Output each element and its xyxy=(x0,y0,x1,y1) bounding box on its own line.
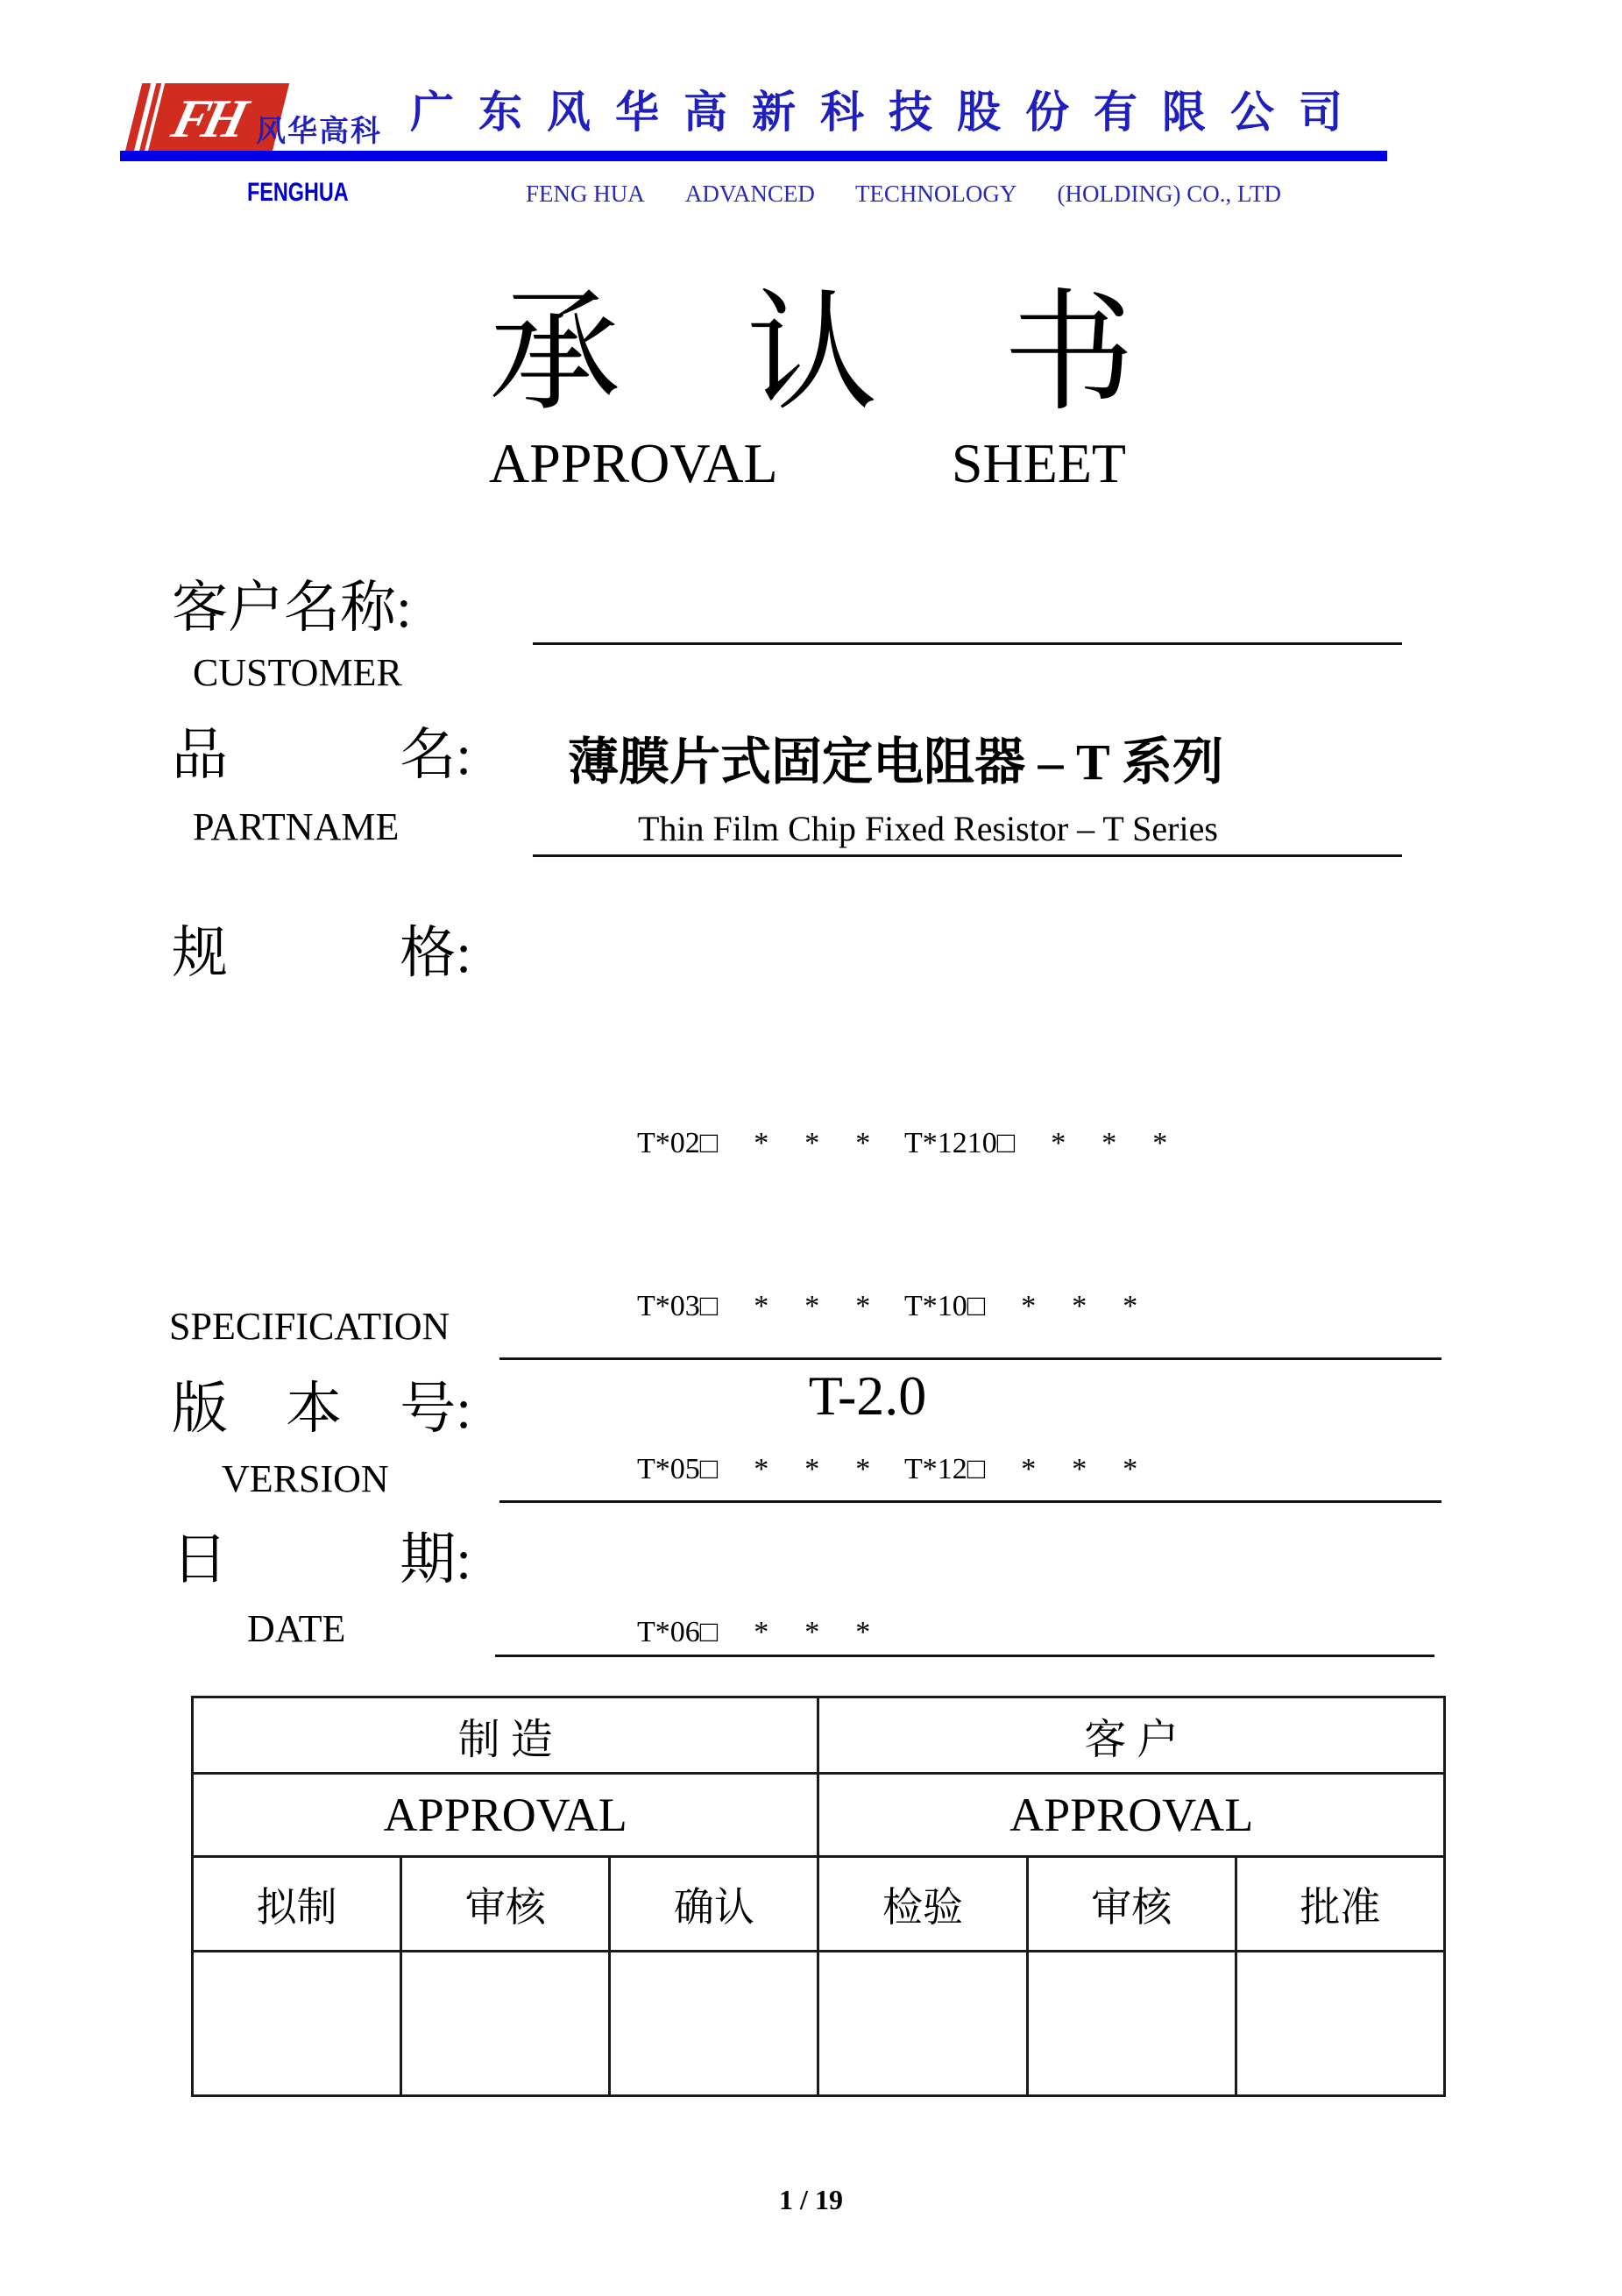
table-approval-customer: APPROVAL xyxy=(818,1774,1445,1857)
table-col-review2: 审核 xyxy=(1027,1857,1236,1952)
spec-item: T*03□ * * * xyxy=(637,1290,871,1322)
spec-item: T*05□ * * * xyxy=(637,1453,871,1485)
title-word: APPROVAL xyxy=(489,432,778,494)
customer-label-cn: 客户名称: xyxy=(172,577,412,639)
title-word: SHEET xyxy=(951,432,1126,494)
partname-label-char: 品 xyxy=(172,724,228,786)
table-header-manufacturer: 制 造 xyxy=(193,1697,818,1774)
date-underline xyxy=(495,1655,1434,1657)
date-label-cn xyxy=(172,1514,471,1595)
spec-underline xyxy=(499,1357,1441,1360)
company-en-part: (HOLDING) CO., LTD xyxy=(1057,181,1281,207)
version-label-char: 号: xyxy=(400,1378,471,1440)
version-label-cn xyxy=(172,1364,471,1444)
table-col-inspect: 检验 xyxy=(818,1857,1027,1952)
partname-value-cn: 薄膜片式固定电阻器 – T 系列 xyxy=(568,733,1224,790)
table-col-draft: 拟制 xyxy=(193,1857,401,1952)
signature-cell xyxy=(1236,1952,1444,2096)
version-label-en: VERSION xyxy=(222,1457,389,1500)
logo-monogram: FH xyxy=(166,89,248,149)
signature-cell xyxy=(610,1952,818,2096)
title-char: 承 xyxy=(489,281,621,427)
title-char: 书 xyxy=(1002,281,1135,427)
company-name-english xyxy=(526,181,1281,208)
table-approval-manufacturer: APPROVAL xyxy=(193,1774,818,1857)
partname-value-en: Thin Film Chip Fixed Resistor – T Series xyxy=(638,809,1218,848)
version-label-char: 版 xyxy=(172,1378,228,1440)
spec-label-cn xyxy=(172,908,471,989)
header-divider xyxy=(120,151,1387,161)
table-col-review: 审核 xyxy=(401,1857,610,1952)
signature-cell xyxy=(401,1952,610,2096)
date-label-char: 日 xyxy=(172,1528,228,1591)
page-number: 1 / 19 xyxy=(779,2184,843,2215)
partname-label-cn xyxy=(172,710,471,790)
spec-label-char: 格: xyxy=(400,922,471,984)
version-label-char: 本 xyxy=(286,1378,343,1440)
partname-label-en: PARTNAME xyxy=(193,805,400,848)
spec-item: T*06□ * * * xyxy=(637,1616,871,1648)
company-name-chinese: 广东风华高新科技股份有限公司 xyxy=(410,88,1367,137)
document-title-chinese xyxy=(489,282,1135,427)
date-label-en: DATE xyxy=(247,1607,346,1650)
company-en-part: FENG HUA xyxy=(526,181,645,207)
spec-label-char: 规 xyxy=(172,922,228,984)
approval-table xyxy=(191,1696,1446,2097)
spec-label-en: SPECIFICATION xyxy=(169,1305,450,1348)
partname-label-char: 名: xyxy=(400,724,471,786)
spec-item: T*10□ * * * xyxy=(904,1290,1138,1322)
title-char: 认 xyxy=(746,281,878,427)
company-en-part: ADVANCED xyxy=(684,181,815,207)
spec-item: T*12□ * * * xyxy=(904,1453,1138,1485)
customer-label-en: CUSTOMER xyxy=(193,651,402,694)
table-header-customer: 客 户 xyxy=(818,1697,1445,1774)
company-en-part: TECHNOLOGY xyxy=(854,181,1017,207)
signature-cell xyxy=(193,1952,401,2096)
spec-item: T*02□ * * * xyxy=(637,1127,871,1159)
date-label-char: 期: xyxy=(400,1528,471,1591)
version-underline xyxy=(499,1500,1441,1503)
signature-cell xyxy=(818,1952,1027,2096)
document-title-english xyxy=(489,431,1126,496)
partname-underline xyxy=(533,854,1402,857)
logo-chinese-name: 风华高科 xyxy=(256,116,382,148)
signature-cell xyxy=(1027,1952,1236,2096)
spec-item: T*1210□ * * * xyxy=(904,1127,1168,1159)
version-value: T-2.0 xyxy=(808,1364,927,1427)
spec-list-col2 xyxy=(904,1008,1167,1605)
table-col-approve: 批准 xyxy=(1236,1857,1444,1952)
table-col-confirm: 确认 xyxy=(610,1857,818,1952)
logo-english-name: FENGHUA xyxy=(247,178,349,207)
customer-underline xyxy=(533,642,1402,645)
